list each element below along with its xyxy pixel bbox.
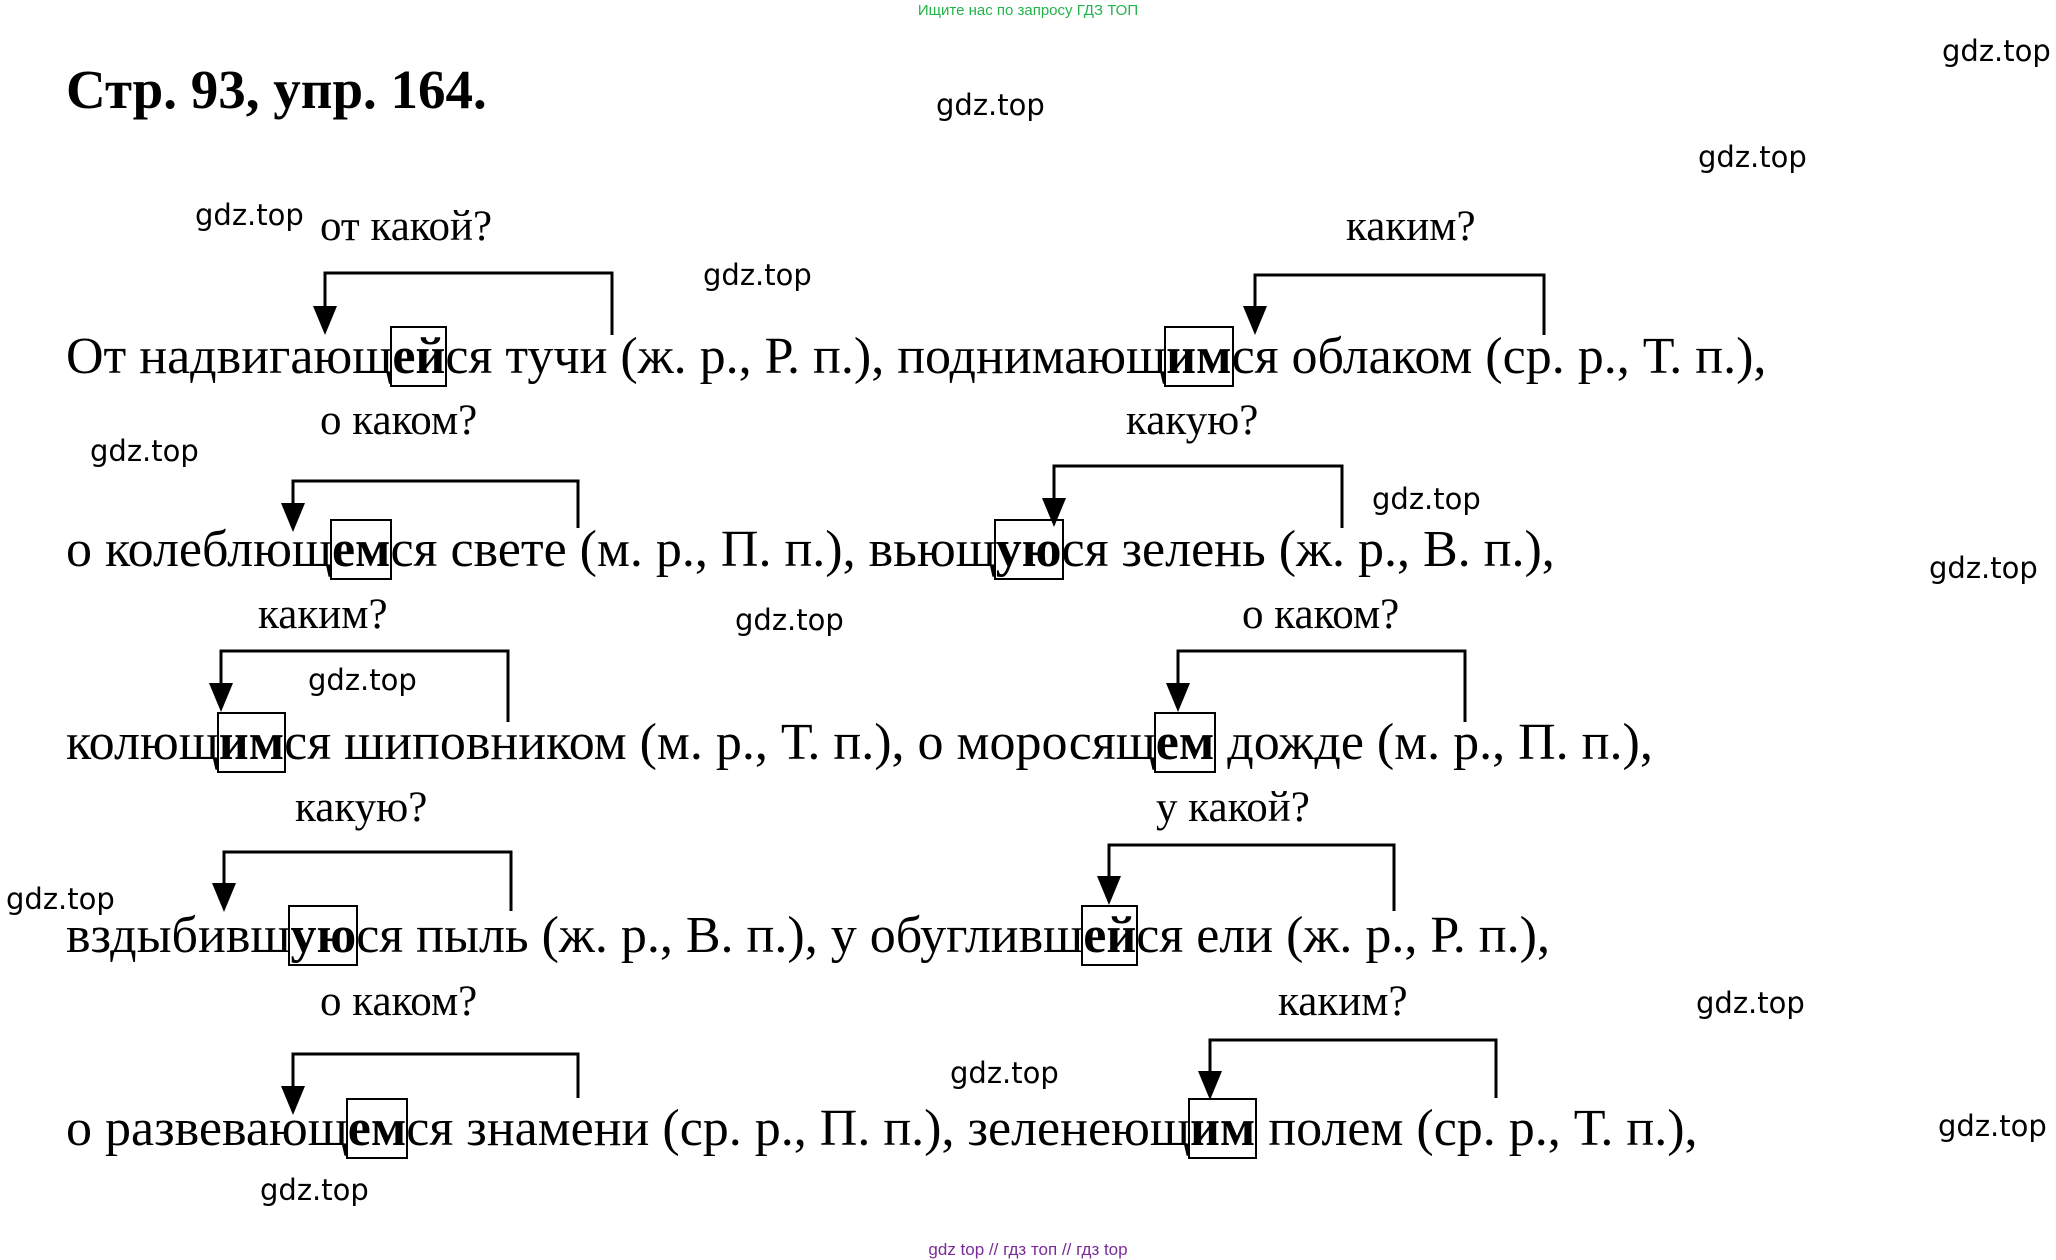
watermark: gdz.top bbox=[195, 198, 304, 232]
watermark: gdz.top bbox=[90, 434, 199, 468]
text-segment: вздыбивш bbox=[66, 907, 291, 964]
ending-box: ую bbox=[290, 907, 357, 964]
question-label: от какой? bbox=[320, 203, 493, 250]
text-segment: От надвигающ bbox=[66, 328, 393, 385]
watermark: gdz.top bbox=[308, 663, 417, 697]
sentence-line bbox=[66, 1100, 1698, 1157]
text-segment: ся зелень (ж. р., В. п.), bbox=[1061, 521, 1555, 578]
arrow-line bbox=[221, 651, 508, 722]
question-label: какую? bbox=[295, 784, 428, 831]
sentence-line bbox=[66, 714, 1653, 771]
text-segment: ся пыль (ж. р., В. п.), у обугливш bbox=[356, 907, 1084, 964]
watermark: gdz.top bbox=[936, 88, 1045, 122]
text-segment: ся шиповником (м. р., Т. п.), о моросящ bbox=[284, 714, 1156, 771]
ending-box: ем bbox=[331, 521, 391, 578]
sentence-line bbox=[66, 907, 1550, 964]
text-segment: колющ bbox=[66, 714, 219, 771]
arrow-line bbox=[1178, 651, 1465, 722]
text-segment: ся знамени (ср. р., П. п.), зеленеющ bbox=[406, 1100, 1190, 1157]
question-label: каким? bbox=[258, 591, 388, 638]
arrow-line bbox=[1210, 1040, 1496, 1098]
sentence-line bbox=[66, 521, 1555, 578]
arrowhead bbox=[1097, 876, 1121, 905]
question-label: о каком? bbox=[1242, 591, 1400, 638]
page-title: Стр. 93, упр. 164. bbox=[66, 59, 487, 120]
arrow-line bbox=[293, 1054, 578, 1098]
watermark: gdz.top bbox=[260, 1173, 369, 1207]
text-segment: полем (ср. р., Т. п.), bbox=[1255, 1100, 1698, 1157]
watermark: gdz.top bbox=[950, 1056, 1059, 1090]
question-label: у какой? bbox=[1156, 784, 1310, 831]
text-segment: ся ели (ж. р., Р. п.), bbox=[1136, 907, 1550, 964]
text-segment: о развевающ bbox=[66, 1100, 348, 1157]
watermark: gdz.top bbox=[735, 603, 844, 637]
arrow-line bbox=[1109, 845, 1394, 911]
question-label: каким? bbox=[1346, 203, 1476, 250]
ending-box: ую bbox=[995, 521, 1062, 578]
text-segment: ся свете (м. р., П. п.), вьющ bbox=[390, 521, 996, 578]
ending-box: ей bbox=[392, 328, 446, 385]
search-hint: Ищите нас по запросу ГДЗ ТОП bbox=[917, 2, 1139, 19]
watermark: gdz.top bbox=[6, 882, 115, 916]
ending-box: им bbox=[1189, 1100, 1256, 1157]
question-label: о каком? bbox=[320, 978, 478, 1025]
question-label: какую? bbox=[1126, 397, 1259, 444]
watermark: gdz.top bbox=[1929, 551, 2038, 585]
ending-box: ей bbox=[1083, 907, 1137, 964]
arrowhead bbox=[209, 683, 233, 712]
text-segment: ся тучи (ж. р., Р. п.), поднимающ bbox=[445, 328, 1167, 385]
ending-box: ем bbox=[347, 1100, 407, 1157]
question-label: каким? bbox=[1278, 978, 1408, 1025]
ending-box: им bbox=[218, 714, 285, 771]
watermark: gdz.top bbox=[1696, 986, 1805, 1020]
watermark: gdz.top bbox=[1942, 34, 2051, 68]
watermark: gdz.top bbox=[1372, 482, 1481, 516]
ending-box: им bbox=[1166, 328, 1232, 385]
footer-links: gdz top // гдз топ // гдз top bbox=[928, 1240, 1128, 1259]
arrowhead bbox=[1166, 683, 1190, 712]
sentence-line bbox=[66, 328, 1767, 385]
question-label: о каком? bbox=[320, 397, 478, 444]
text-segment: дожде (м. р., П. п.), bbox=[1214, 714, 1653, 771]
text-segment: ся облаком (ср. р., Т. п.), bbox=[1231, 328, 1767, 385]
watermark: gdz.top bbox=[1938, 1109, 2047, 1143]
arrow-line bbox=[224, 852, 511, 911]
arrow-line bbox=[325, 273, 612, 335]
ending-box: ем bbox=[1155, 714, 1215, 771]
watermark: gdz.top bbox=[1698, 140, 1807, 174]
arrow-line bbox=[1255, 275, 1544, 335]
arrowhead bbox=[1198, 1071, 1222, 1100]
text-segment: о колеблющ bbox=[66, 521, 332, 578]
watermark: gdz.top bbox=[703, 258, 812, 292]
arrow-line bbox=[1054, 466, 1342, 528]
